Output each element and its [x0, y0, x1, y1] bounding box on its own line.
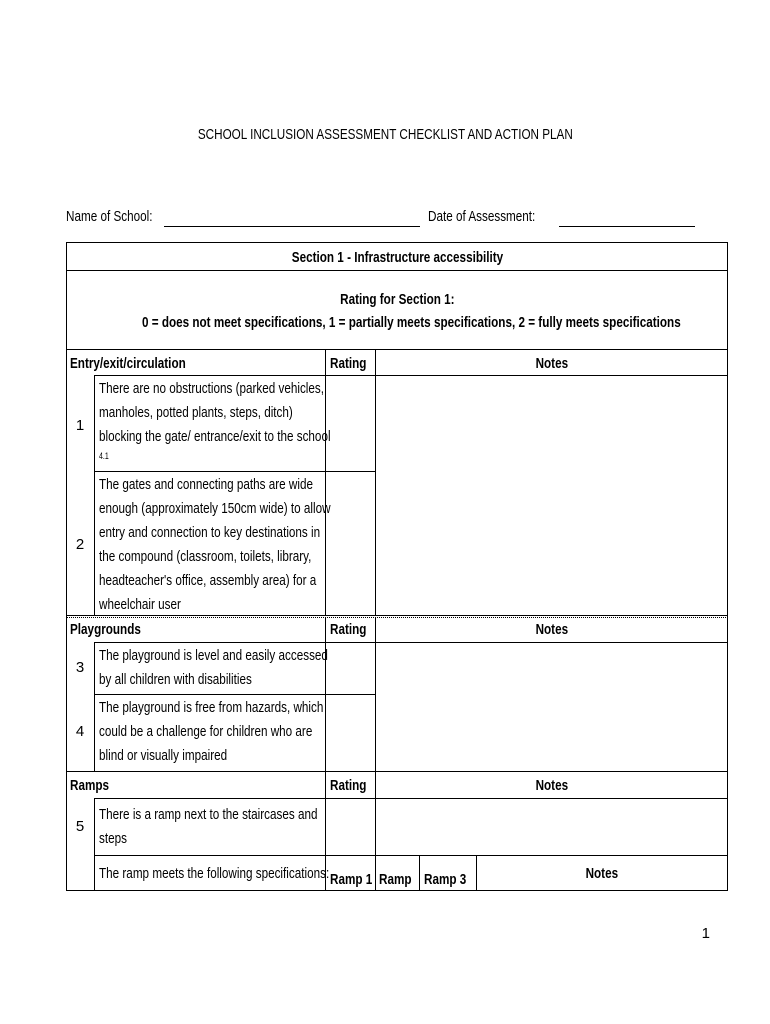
item-text-line: There is a ramp next to the staircases and	[99, 806, 318, 823]
item-text-line: The playground is free from hazards, which	[99, 699, 324, 716]
item-number: 3	[75, 659, 85, 676]
ramp-notes-header: Notes	[585, 865, 619, 882]
item-number: 4	[75, 723, 85, 740]
group-heading-playgrounds: Playgrounds	[70, 621, 141, 638]
item-text-line: the compound (classroom, toilets, library,	[99, 548, 312, 565]
ramp-1-header: Ramp 1	[330, 871, 373, 888]
rating-column-header: Rating	[330, 355, 367, 372]
assessment-date-field[interactable]	[559, 226, 695, 227]
section-rating-scale: 0 = does not meet specifications, 1 = partially meets specifications, 2 = fully meets specifications	[141, 314, 681, 331]
ramp-2-header: Ramp	[379, 871, 412, 888]
notes-column-header: Notes	[535, 621, 569, 638]
rating-column-header: Rating	[330, 621, 367, 638]
page-title: SCHOOL INCLUSION ASSESSMENT CHECKLIST AND ACTION PLAN	[197, 126, 573, 143]
ramp-3-header: Ramp 3	[424, 871, 467, 888]
item-text-line: blind or visually impaired	[99, 747, 228, 764]
item-text-line: entry and connection to key destinations in	[99, 524, 321, 541]
item-text-line: blocking the gate/ entrance/exit to the school	[99, 428, 331, 445]
item-text-line: enough (approximately 150cm wide) to allow	[99, 500, 331, 517]
ramp-spec-text: The ramp meets the following specifications:	[99, 865, 330, 882]
item-text-line: There are no obstructions (parked vehicles,	[99, 380, 325, 397]
item-number: 5	[75, 818, 85, 835]
notes-column-header: Notes	[535, 355, 569, 372]
assessment-date-label: Date of Assessment:	[428, 208, 536, 225]
item-number: 2	[75, 536, 85, 553]
item-number: 1	[75, 417, 85, 434]
item-text-line: wheelchair user	[99, 596, 181, 613]
notes-column-header: Notes	[535, 777, 569, 794]
group-heading-ramps: Ramps	[70, 777, 110, 794]
school-name-field[interactable]	[164, 226, 420, 227]
rating-column-header: Rating	[330, 777, 367, 794]
section-title: Section 1 - Infrastructure accessibility	[291, 249, 503, 266]
section-rating-title: Rating for Section 1:	[339, 291, 455, 308]
group-heading-entry: Entry/exit/circulation	[70, 355, 186, 372]
item-text-line: could be a challenge for children who are	[99, 723, 313, 740]
item-text-line: The gates and connecting paths are wide	[99, 476, 314, 493]
item-text-line: steps	[99, 830, 127, 847]
item-text-line: manholes, potted plants, steps, ditch)	[99, 404, 293, 421]
item-text-line: by all children with disabilities	[99, 671, 252, 688]
page-number: 1	[701, 925, 710, 942]
item-text-line: The playground is level and easily accessed	[99, 647, 328, 664]
school-name-label: Name of School:	[66, 208, 153, 225]
item-reference: 4.1	[99, 451, 109, 461]
item-text-line: headteacher's office, assembly area) for a	[99, 572, 317, 589]
